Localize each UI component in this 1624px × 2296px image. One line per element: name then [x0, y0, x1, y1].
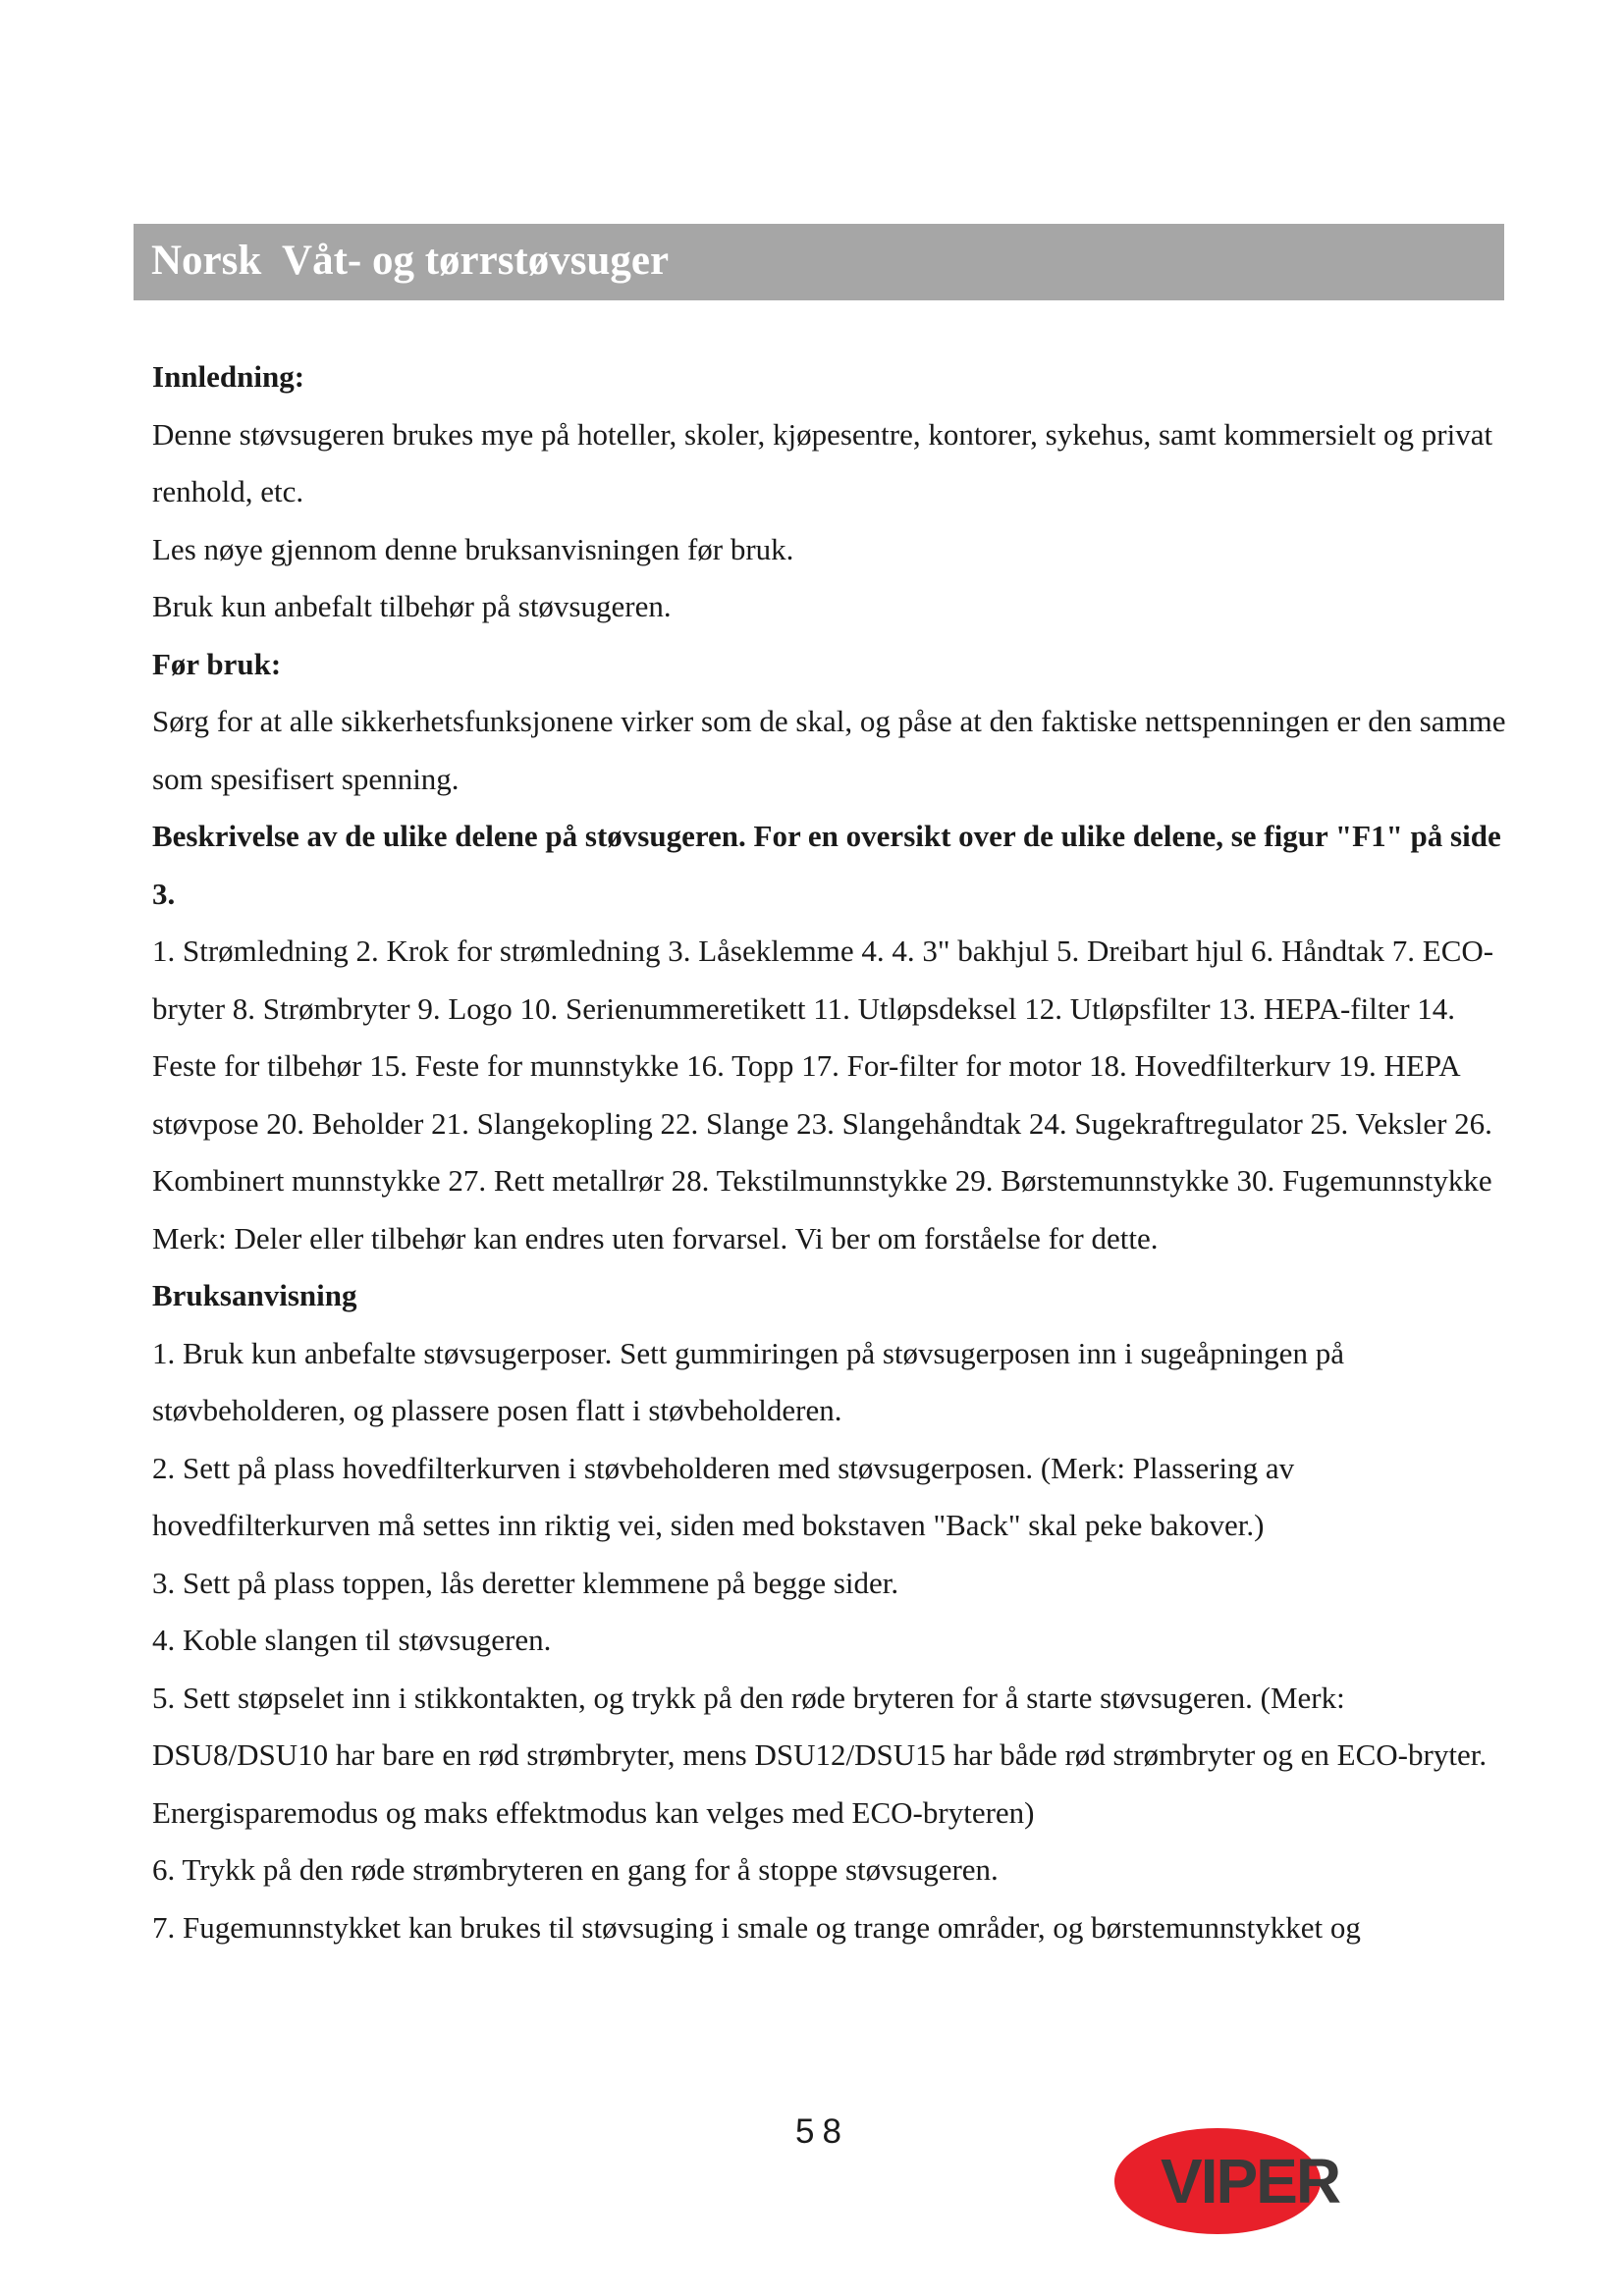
usage-step: 2. Sett på plass hovedfilterkurven i støvbeholderen med støvsugerposen. (Merk: Plassering av hovedfilterkurven må settes inn riktig vei, siden med bokstaven "Back" skal peke bakover.) [152, 1450, 1295, 1542]
usage-step: 1. Bruk kun anbefalte støvsugerposer. Sett gummiringen på støvsugerposen inn i sugeåpningen på støvbeholderen, og plassere posen flatt i støvbeholderen. [152, 1335, 1344, 1427]
intro-paragraph: Bruk kun anbefalt tilbehør på støvsugeren. [152, 589, 672, 623]
usage-heading: Bruksanvisning [152, 1278, 357, 1312]
section-banner [134, 224, 1504, 300]
usage-step: 7. Fugemunnstykket kan brukes til støvsuging i smale og trange områder, og børstemunnstykket og [152, 1909, 1361, 1945]
usage-step: 4. Koble slangen til støvsugeren. [152, 1623, 552, 1657]
page-number: 58 [795, 2112, 849, 2151]
before-use-heading: Før bruk: [152, 646, 282, 681]
parts-heading: Beskrivelse av de ulike delene på støvsugeren. For en oversikt over de ulike delene, se figur "F1" på side 3. [152, 819, 1501, 911]
logo-text: VIPER [1161, 2146, 1340, 2216]
intro-paragraph: Les nøye gjennom denne bruksanvisningen før bruk. [152, 531, 794, 566]
parts-list-paragraph: 1. Strømledning 2. Krok for strømledning 3. Låseklemme 4. 4. 3" bakhjul 5. Dreibart hjul 6. Håndtak 7. ECO-bryter 8. Strømbryter 9. Logo 10. Serienummeretikett 11. Utløpsdeksel 12. Utløpsfilter 13. HEPA-filter 14. Feste for tilbehør 15. Feste for munnstykke 16. Topp 17. For-filter for motor 18. Hovedfilterkurv 19. HEPA støvpose 20. Beholder 21. Slangekopling 22. Slange 23. Slangehåndtak 24. Sugekraftregulator 25. Veksler 26. Kombinert munnstykke 27. Rett metallrør 28. Tekstilmunnstykke 29. Børstemunnstykke 30. Fugemunnstykke Merk: Deler eller tilbehør kan endres uten forvarsel. Vi ber om forståelse for dette. [152, 934, 1494, 1255]
usage-step: 3. Sett på plass toppen, lås deretter klemmene på begge sider. [152, 1565, 899, 1600]
document-body [152, 348, 1507, 1956]
intro-heading: Innledning: [152, 359, 305, 394]
banner-title: Norsk Våt- og tørrstøvsuger [151, 238, 670, 284]
usage-step: 5. Sett støpselet inn i stikkontakten, og trykk på den røde bryteren for å starte støvsugeren. (Merk: DSU8/DSU10 har bare en rød strømbryter, mens DSU12/DSU15 har både rød strømbryter og en ECO-bryter. Energisparemodus og maks effektmodus kan velges med ECO-bryteren) [152, 1680, 1488, 1830]
viper-logo [1110, 2120, 1384, 2238]
usage-step: 6. Trykk på den røde strømbryteren en gang for å stoppe støvsugeren. [152, 1852, 999, 1887]
intro-paragraph: Denne støvsugeren brukes mye på hoteller, skoler, kjøpesentre, kontorer, sykehus, samt kommersielt og privat renhold, etc. [152, 416, 1493, 508]
before-use-paragraph: Sørg for at alle sikkerhetsfunksjonene virker som de skal, og påse at den faktiske nettspenningen er den samme som spesifisert spenning. [152, 704, 1506, 796]
